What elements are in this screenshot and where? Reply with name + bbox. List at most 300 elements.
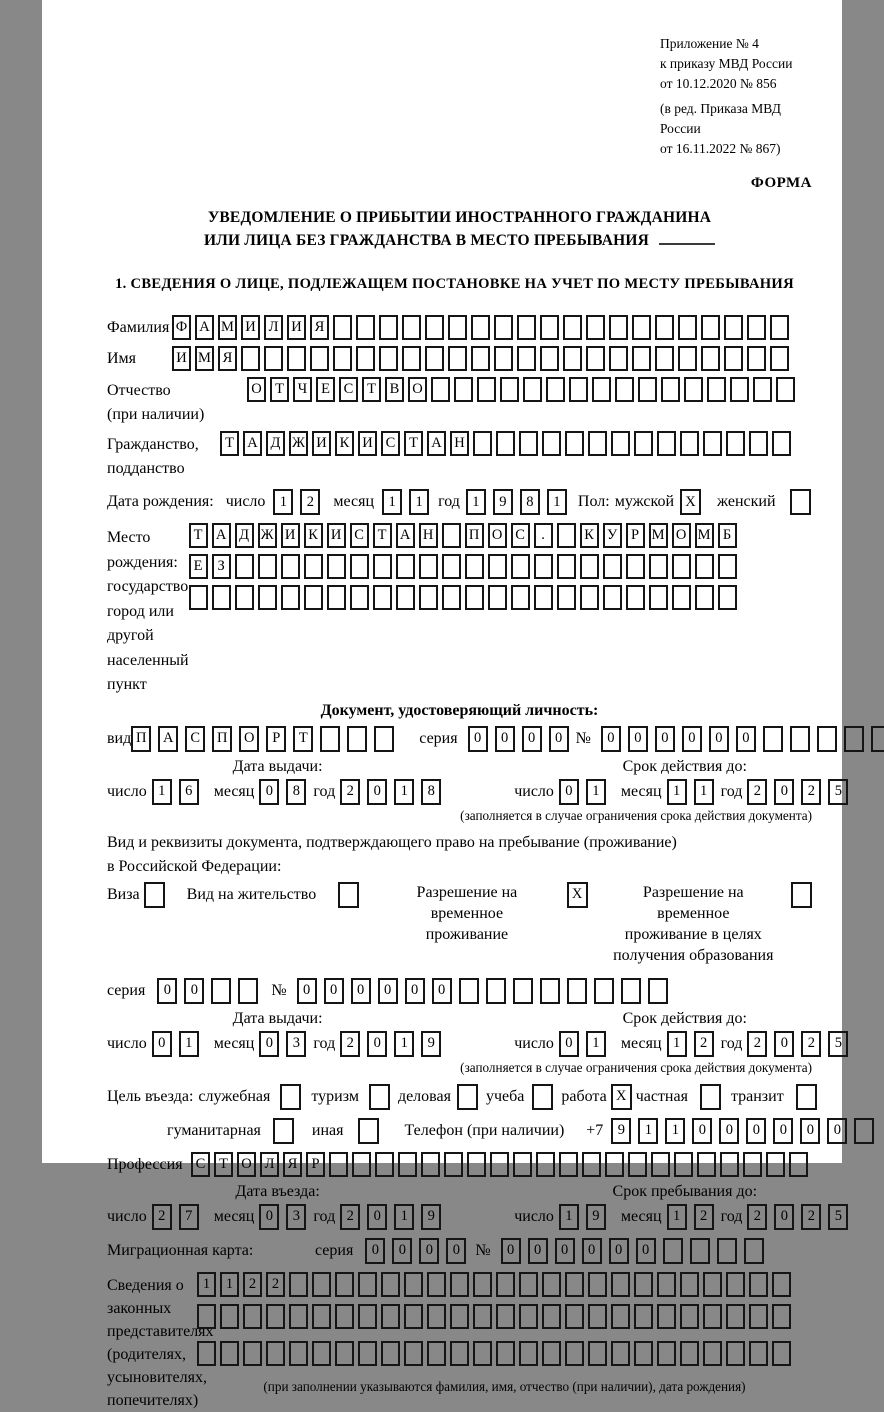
birth-place-cell[interactable]: Т bbox=[373, 523, 392, 548]
legal-cell[interactable] bbox=[381, 1341, 400, 1366]
permit-number-cell[interactable] bbox=[594, 978, 614, 1004]
legal-cell[interactable] bbox=[611, 1304, 630, 1329]
profession-cell[interactable] bbox=[628, 1152, 647, 1177]
legal-cell[interactable] bbox=[358, 1341, 377, 1366]
visa-checkbox-cell[interactable] bbox=[144, 882, 165, 908]
legal-cell[interactable]: 2 bbox=[243, 1272, 262, 1297]
firstname-cell[interactable] bbox=[563, 346, 582, 371]
birth-place-cell[interactable]: П bbox=[465, 523, 484, 548]
birth-place-cell[interactable]: О bbox=[488, 523, 507, 548]
birth-place-cell[interactable]: Р bbox=[626, 523, 645, 548]
permit-issue-day-cell[interactable]: 1 bbox=[179, 1031, 199, 1057]
legal-cell[interactable] bbox=[565, 1341, 584, 1366]
birth-place-cell[interactable] bbox=[327, 554, 346, 579]
legal-cell[interactable] bbox=[519, 1304, 538, 1329]
profession-cell[interactable] bbox=[536, 1152, 555, 1177]
citizenship-cell[interactable]: Т bbox=[220, 431, 239, 456]
legal-cell[interactable] bbox=[726, 1304, 745, 1329]
migration-number-cell[interactable] bbox=[717, 1238, 737, 1264]
birth-place-cell[interactable]: С bbox=[511, 523, 530, 548]
phone-digit-cell[interactable]: 0 bbox=[719, 1118, 739, 1144]
expiry-year-cell[interactable]: 0 bbox=[774, 779, 794, 805]
legal-cell[interactable] bbox=[427, 1304, 446, 1329]
patronymic-cell[interactable]: О bbox=[247, 377, 266, 402]
doc-series-cell[interactable]: 0 bbox=[468, 726, 488, 752]
birth-place-cell[interactable]: М bbox=[695, 523, 714, 548]
citizenship-cell[interactable]: Ж bbox=[289, 431, 308, 456]
migration-series-cell[interactable]: 0 bbox=[365, 1238, 385, 1264]
permit-number-cell[interactable]: 0 bbox=[324, 978, 344, 1004]
surname-cell[interactable] bbox=[356, 315, 375, 340]
birth-place-cell[interactable]: З bbox=[212, 554, 231, 579]
profession-cell[interactable] bbox=[398, 1152, 417, 1177]
patronymic-cell[interactable]: Е bbox=[316, 377, 335, 402]
birth-year-cell[interactable]: 9 bbox=[493, 489, 513, 515]
doc-number-cell[interactable] bbox=[844, 726, 864, 752]
migration-number-cell[interactable] bbox=[744, 1238, 764, 1264]
profession-cell[interactable] bbox=[789, 1152, 808, 1177]
legal-cell[interactable] bbox=[542, 1341, 561, 1366]
doc-number-cell[interactable]: 0 bbox=[709, 726, 729, 752]
doc-type-cell[interactable]: Р bbox=[266, 726, 286, 752]
stay-year-cell[interactable]: 2 bbox=[801, 1204, 821, 1230]
legal-cell[interactable] bbox=[266, 1341, 285, 1366]
expiry-month-cell[interactable]: 1 bbox=[667, 779, 687, 805]
legal-cell[interactable] bbox=[450, 1304, 469, 1329]
legal-cell[interactable] bbox=[772, 1304, 791, 1329]
birth-place-cell[interactable] bbox=[396, 554, 415, 579]
birth-place-cell[interactable] bbox=[695, 585, 714, 610]
permit-series-cell[interactable] bbox=[238, 978, 258, 1004]
birth-place-cell[interactable] bbox=[672, 554, 691, 579]
birth-place-cell[interactable] bbox=[580, 554, 599, 579]
entry-day-cell[interactable]: 2 bbox=[152, 1204, 172, 1230]
legal-cell[interactable] bbox=[473, 1341, 492, 1366]
legal-cell[interactable] bbox=[289, 1341, 308, 1366]
birth-year-cell[interactable]: 8 bbox=[520, 489, 540, 515]
migration-number-cell[interactable] bbox=[663, 1238, 683, 1264]
legal-cell[interactable] bbox=[335, 1304, 354, 1329]
surname-cell[interactable] bbox=[609, 315, 628, 340]
birth-place-cell[interactable] bbox=[649, 554, 668, 579]
doc-type-cell[interactable]: П bbox=[212, 726, 232, 752]
permit-number-cell[interactable]: 0 bbox=[351, 978, 371, 1004]
legal-cell[interactable] bbox=[197, 1304, 216, 1329]
doc-type-cell[interactable]: С bbox=[185, 726, 205, 752]
citizenship-cell[interactable] bbox=[473, 431, 492, 456]
stay-year-cell[interactable]: 2 bbox=[747, 1204, 767, 1230]
birth-place-cell[interactable] bbox=[189, 585, 208, 610]
profession-cell[interactable] bbox=[582, 1152, 601, 1177]
birth-place-cell[interactable]: А bbox=[212, 523, 231, 548]
patronymic-cell[interactable] bbox=[569, 377, 588, 402]
firstname-cell[interactable] bbox=[494, 346, 513, 371]
birth-place-cell[interactable] bbox=[534, 554, 553, 579]
patronymic-cell[interactable] bbox=[592, 377, 611, 402]
issue-month-cell[interactable]: 0 bbox=[259, 779, 279, 805]
birth-place-cell[interactable]: А bbox=[396, 523, 415, 548]
firstname-cell[interactable] bbox=[379, 346, 398, 371]
legal-cell[interactable] bbox=[611, 1341, 630, 1366]
citizenship-cell[interactable]: А bbox=[243, 431, 262, 456]
migration-number-cell[interactable]: 0 bbox=[528, 1238, 548, 1264]
profession-cell[interactable] bbox=[513, 1152, 532, 1177]
doc-type-cell[interactable] bbox=[374, 726, 394, 752]
surname-cell[interactable] bbox=[701, 315, 720, 340]
birth-place-cell[interactable] bbox=[281, 554, 300, 579]
birth-place-cell[interactable] bbox=[442, 554, 461, 579]
surname-cell[interactable]: Я bbox=[310, 315, 329, 340]
legal-cell[interactable] bbox=[473, 1272, 492, 1297]
doc-series-cell[interactable]: 0 bbox=[522, 726, 542, 752]
permit-expiry-year-cell[interactable]: 5 bbox=[828, 1031, 848, 1057]
patronymic-cell[interactable]: С bbox=[339, 377, 358, 402]
birth-place-cell[interactable] bbox=[465, 554, 484, 579]
doc-type-cell[interactable]: П bbox=[131, 726, 151, 752]
permit-series-cell[interactable]: 0 bbox=[157, 978, 177, 1004]
birth-place-cell[interactable] bbox=[511, 585, 530, 610]
purpose-private-checkbox-cell[interactable] bbox=[700, 1084, 721, 1110]
doc-series-cell[interactable]: 0 bbox=[495, 726, 515, 752]
migration-number-cell[interactable]: 0 bbox=[501, 1238, 521, 1264]
entry-day-cell[interactable]: 7 bbox=[179, 1204, 199, 1230]
firstname-cell[interactable] bbox=[287, 346, 306, 371]
permit-expiry-year-cell[interactable]: 2 bbox=[801, 1031, 821, 1057]
birth-place-cell[interactable] bbox=[557, 585, 576, 610]
profession-cell[interactable] bbox=[490, 1152, 509, 1177]
surname-cell[interactable] bbox=[770, 315, 789, 340]
patronymic-cell[interactable]: В bbox=[385, 377, 404, 402]
birth-year-cell[interactable]: 1 bbox=[547, 489, 567, 515]
issue-year-cell[interactable]: 2 bbox=[340, 779, 360, 805]
patronymic-cell[interactable] bbox=[753, 377, 772, 402]
patronymic-cell[interactable] bbox=[431, 377, 450, 402]
legal-cell[interactable] bbox=[703, 1341, 722, 1366]
firstname-cell[interactable] bbox=[540, 346, 559, 371]
citizenship-cell[interactable] bbox=[565, 431, 584, 456]
firstname-cell[interactable] bbox=[471, 346, 490, 371]
migration-number-cell[interactable]: 0 bbox=[582, 1238, 602, 1264]
profession-cell[interactable] bbox=[743, 1152, 762, 1177]
legal-cell[interactable] bbox=[703, 1272, 722, 1297]
surname-cell[interactable]: Л bbox=[264, 315, 283, 340]
legal-cell[interactable] bbox=[749, 1304, 768, 1329]
legal-cell[interactable] bbox=[381, 1304, 400, 1329]
firstname-cell[interactable] bbox=[517, 346, 536, 371]
birth-place-cell[interactable] bbox=[488, 554, 507, 579]
firstname-cell[interactable] bbox=[586, 346, 605, 371]
permit-number-cell[interactable] bbox=[486, 978, 506, 1004]
surname-cell[interactable] bbox=[402, 315, 421, 340]
doc-number-cell[interactable] bbox=[817, 726, 837, 752]
legal-cell[interactable] bbox=[726, 1272, 745, 1297]
legal-cell[interactable] bbox=[588, 1304, 607, 1329]
surname-cell[interactable]: Ф bbox=[172, 315, 191, 340]
profession-cell[interactable] bbox=[559, 1152, 578, 1177]
legal-cell[interactable] bbox=[496, 1304, 515, 1329]
citizenship-cell[interactable] bbox=[496, 431, 515, 456]
legal-cell[interactable] bbox=[772, 1341, 791, 1366]
surname-cell[interactable] bbox=[632, 315, 651, 340]
permit-number-cell[interactable]: 0 bbox=[297, 978, 317, 1004]
doc-type-cell[interactable]: А bbox=[158, 726, 178, 752]
purpose-other-checkbox-cell[interactable] bbox=[358, 1118, 379, 1144]
birth-year-cell[interactable]: 1 bbox=[466, 489, 486, 515]
legal-cell[interactable] bbox=[749, 1272, 768, 1297]
firstname-cell[interactable]: И bbox=[172, 346, 191, 371]
profession-cell[interactable]: Л bbox=[260, 1152, 279, 1177]
purpose-humanitarian-checkbox-cell[interactable] bbox=[273, 1118, 294, 1144]
profession-cell[interactable]: Р bbox=[306, 1152, 325, 1177]
permit-number-cell[interactable] bbox=[540, 978, 560, 1004]
citizenship-cell[interactable] bbox=[542, 431, 561, 456]
citizenship-cell[interactable] bbox=[703, 431, 722, 456]
birth-place-cell[interactable] bbox=[281, 585, 300, 610]
entry-month-cell[interactable]: 3 bbox=[286, 1204, 306, 1230]
surname-cell[interactable]: А bbox=[195, 315, 214, 340]
purpose-transit-checkbox-cell[interactable] bbox=[796, 1084, 817, 1110]
birth-place-cell[interactable] bbox=[603, 554, 622, 579]
birth-place-cell[interactable]: . bbox=[534, 523, 553, 548]
edu-permit-checkbox-cell[interactable] bbox=[791, 882, 812, 908]
birth-place-cell[interactable] bbox=[304, 585, 323, 610]
male-checkbox-cell[interactable]: X bbox=[680, 489, 701, 515]
legal-cell[interactable] bbox=[381, 1272, 400, 1297]
legal-cell[interactable] bbox=[197, 1341, 216, 1366]
doc-number-cell[interactable]: 0 bbox=[682, 726, 702, 752]
firstname-cell[interactable] bbox=[609, 346, 628, 371]
birth-place-cell[interactable]: Т bbox=[189, 523, 208, 548]
birth-place-cell[interactable]: К bbox=[580, 523, 599, 548]
purpose-work-checkbox-cell[interactable]: X bbox=[611, 1084, 632, 1110]
profession-cell[interactable] bbox=[375, 1152, 394, 1177]
permit-expiry-day-cell[interactable]: 0 bbox=[559, 1031, 579, 1057]
legal-cell[interactable] bbox=[680, 1304, 699, 1329]
stay-month-cell[interactable]: 2 bbox=[694, 1204, 714, 1230]
surname-cell[interactable] bbox=[724, 315, 743, 340]
legal-cell[interactable] bbox=[335, 1272, 354, 1297]
legal-cell[interactable] bbox=[565, 1272, 584, 1297]
firstname-cell[interactable] bbox=[402, 346, 421, 371]
issue-day-cell[interactable]: 6 bbox=[179, 779, 199, 805]
legal-cell[interactable] bbox=[220, 1341, 239, 1366]
issue-year-cell[interactable]: 8 bbox=[421, 779, 441, 805]
birth-place-cell[interactable] bbox=[580, 585, 599, 610]
birth-day-cell[interactable]: 1 bbox=[273, 489, 293, 515]
doc-number-cell[interactable]: 0 bbox=[628, 726, 648, 752]
birth-place-cell[interactable]: Ж bbox=[258, 523, 277, 548]
birth-place-cell[interactable] bbox=[718, 585, 737, 610]
birth-place-cell[interactable] bbox=[718, 554, 737, 579]
legal-cell[interactable]: 1 bbox=[220, 1272, 239, 1297]
purpose-tourism-checkbox-cell[interactable] bbox=[369, 1084, 390, 1110]
entry-year-cell[interactable]: 9 bbox=[421, 1204, 441, 1230]
birth-place-cell[interactable] bbox=[373, 554, 392, 579]
birth-place-cell[interactable]: И bbox=[327, 523, 346, 548]
firstname-cell[interactable] bbox=[356, 346, 375, 371]
permit-issue-year-cell[interactable]: 1 bbox=[394, 1031, 414, 1057]
issue-day-cell[interactable]: 1 bbox=[152, 779, 172, 805]
firstname-cell[interactable] bbox=[241, 346, 260, 371]
doc-number-cell[interactable]: 0 bbox=[601, 726, 621, 752]
patronymic-cell[interactable] bbox=[776, 377, 795, 402]
temp-permit-checkbox-cell[interactable]: X bbox=[567, 882, 588, 908]
profession-cell[interactable] bbox=[674, 1152, 693, 1177]
profession-cell[interactable] bbox=[720, 1152, 739, 1177]
legal-cell[interactable] bbox=[358, 1272, 377, 1297]
legal-cell[interactable] bbox=[243, 1341, 262, 1366]
issue-month-cell[interactable]: 8 bbox=[286, 779, 306, 805]
surname-cell[interactable]: М bbox=[218, 315, 237, 340]
phone-digit-cell[interactable]: 0 bbox=[827, 1118, 847, 1144]
legal-cell[interactable] bbox=[680, 1341, 699, 1366]
birth-place-cell[interactable] bbox=[672, 585, 691, 610]
legal-cell[interactable] bbox=[565, 1304, 584, 1329]
surname-cell[interactable] bbox=[494, 315, 513, 340]
legal-cell[interactable] bbox=[312, 1304, 331, 1329]
stay-year-cell[interactable]: 0 bbox=[774, 1204, 794, 1230]
legal-cell[interactable] bbox=[335, 1341, 354, 1366]
birth-place-cell[interactable]: Е bbox=[189, 554, 208, 579]
expiry-year-cell[interactable]: 5 bbox=[828, 779, 848, 805]
birth-place-cell[interactable] bbox=[488, 585, 507, 610]
patronymic-cell[interactable] bbox=[707, 377, 726, 402]
citizenship-cell[interactable]: Д bbox=[266, 431, 285, 456]
legal-cell[interactable] bbox=[726, 1341, 745, 1366]
surname-cell[interactable] bbox=[586, 315, 605, 340]
firstname-cell[interactable] bbox=[264, 346, 283, 371]
birth-place-cell[interactable] bbox=[649, 585, 668, 610]
phone-digit-cell[interactable]: 9 bbox=[611, 1118, 631, 1144]
legal-cell[interactable] bbox=[772, 1272, 791, 1297]
birth-place-cell[interactable]: И bbox=[281, 523, 300, 548]
doc-type-cell[interactable]: Т bbox=[293, 726, 313, 752]
phone-digit-cell[interactable]: 1 bbox=[665, 1118, 685, 1144]
firstname-cell[interactable] bbox=[310, 346, 329, 371]
purpose-study-checkbox-cell[interactable] bbox=[532, 1084, 553, 1110]
legal-cell[interactable] bbox=[496, 1272, 515, 1297]
birth-place-cell[interactable] bbox=[350, 585, 369, 610]
citizenship-cell[interactable] bbox=[588, 431, 607, 456]
doc-type-cell[interactable] bbox=[320, 726, 340, 752]
birth-place-cell[interactable] bbox=[465, 585, 484, 610]
patronymic-cell[interactable] bbox=[500, 377, 519, 402]
surname-cell[interactable] bbox=[517, 315, 536, 340]
legal-cell[interactable] bbox=[542, 1272, 561, 1297]
firstname-cell[interactable] bbox=[770, 346, 789, 371]
entry-year-cell[interactable]: 0 bbox=[367, 1204, 387, 1230]
surname-cell[interactable] bbox=[333, 315, 352, 340]
firstname-cell[interactable] bbox=[333, 346, 352, 371]
citizenship-cell[interactable] bbox=[634, 431, 653, 456]
legal-cell[interactable] bbox=[312, 1341, 331, 1366]
permit-expiry-day-cell[interactable]: 1 bbox=[586, 1031, 606, 1057]
birth-place-cell[interactable] bbox=[419, 585, 438, 610]
migration-series-cell[interactable]: 0 bbox=[446, 1238, 466, 1264]
phone-digit-cell[interactable]: 0 bbox=[800, 1118, 820, 1144]
birth-place-cell[interactable] bbox=[419, 554, 438, 579]
patronymic-cell[interactable] bbox=[730, 377, 749, 402]
expiry-month-cell[interactable]: 1 bbox=[694, 779, 714, 805]
birth-place-cell[interactable]: Б bbox=[718, 523, 737, 548]
issue-year-cell[interactable]: 1 bbox=[394, 779, 414, 805]
phone-digit-cell[interactable]: 0 bbox=[773, 1118, 793, 1144]
profession-cell[interactable] bbox=[697, 1152, 716, 1177]
profession-cell[interactable]: О bbox=[237, 1152, 256, 1177]
entry-year-cell[interactable]: 1 bbox=[394, 1204, 414, 1230]
legal-cell[interactable] bbox=[358, 1304, 377, 1329]
surname-cell[interactable] bbox=[540, 315, 559, 340]
birth-month-cell[interactable]: 1 bbox=[382, 489, 402, 515]
expiry-year-cell[interactable]: 2 bbox=[747, 779, 767, 805]
patronymic-cell[interactable] bbox=[615, 377, 634, 402]
patronymic-cell[interactable] bbox=[477, 377, 496, 402]
stay-day-cell[interactable]: 1 bbox=[559, 1204, 579, 1230]
legal-cell[interactable] bbox=[312, 1272, 331, 1297]
profession-cell[interactable] bbox=[766, 1152, 785, 1177]
firstname-cell[interactable] bbox=[655, 346, 674, 371]
surname-cell[interactable] bbox=[379, 315, 398, 340]
citizenship-cell[interactable] bbox=[657, 431, 676, 456]
birth-day-cell[interactable]: 2 bbox=[300, 489, 320, 515]
birth-place-cell[interactable] bbox=[626, 554, 645, 579]
profession-cell[interactable] bbox=[467, 1152, 486, 1177]
citizenship-cell[interactable] bbox=[726, 431, 745, 456]
phone-digit-cell[interactable]: 0 bbox=[692, 1118, 712, 1144]
citizenship-cell[interactable]: С bbox=[381, 431, 400, 456]
citizenship-cell[interactable]: И bbox=[358, 431, 377, 456]
migration-number-cell[interactable]: 0 bbox=[609, 1238, 629, 1264]
patronymic-cell[interactable] bbox=[523, 377, 542, 402]
purpose-official-checkbox-cell[interactable] bbox=[280, 1084, 301, 1110]
patronymic-cell[interactable]: О bbox=[408, 377, 427, 402]
firstname-cell[interactable] bbox=[747, 346, 766, 371]
profession-cell[interactable]: Т bbox=[214, 1152, 233, 1177]
birth-place-cell[interactable] bbox=[511, 554, 530, 579]
permit-issue-year-cell[interactable]: 0 bbox=[367, 1031, 387, 1057]
permit-issue-month-cell[interactable]: 0 bbox=[259, 1031, 279, 1057]
profession-cell[interactable] bbox=[605, 1152, 624, 1177]
citizenship-cell[interactable]: А bbox=[427, 431, 446, 456]
citizenship-cell[interactable]: К bbox=[335, 431, 354, 456]
legal-cell[interactable] bbox=[657, 1341, 676, 1366]
citizenship-cell[interactable]: Т bbox=[404, 431, 423, 456]
legal-cell[interactable] bbox=[703, 1304, 722, 1329]
firstname-cell[interactable] bbox=[678, 346, 697, 371]
citizenship-cell[interactable] bbox=[749, 431, 768, 456]
surname-cell[interactable]: И bbox=[287, 315, 306, 340]
migration-series-cell[interactable]: 0 bbox=[419, 1238, 439, 1264]
female-checkbox-cell[interactable] bbox=[790, 489, 811, 515]
firstname-cell[interactable] bbox=[701, 346, 720, 371]
legal-cell[interactable] bbox=[220, 1304, 239, 1329]
surname-cell[interactable] bbox=[678, 315, 697, 340]
permit-issue-month-cell[interactable]: 3 bbox=[286, 1031, 306, 1057]
legal-cell[interactable] bbox=[542, 1304, 561, 1329]
permit-series-cell[interactable]: 0 bbox=[184, 978, 204, 1004]
doc-type-cell[interactable]: О bbox=[239, 726, 259, 752]
birth-place-cell[interactable]: С bbox=[350, 523, 369, 548]
patronymic-cell[interactable]: Ч bbox=[293, 377, 312, 402]
phone-digit-cell[interactable]: 0 bbox=[746, 1118, 766, 1144]
citizenship-cell[interactable] bbox=[772, 431, 791, 456]
legal-cell[interactable] bbox=[496, 1341, 515, 1366]
legal-cell[interactable] bbox=[450, 1272, 469, 1297]
profession-cell[interactable] bbox=[651, 1152, 670, 1177]
issue-year-cell[interactable]: 0 bbox=[367, 779, 387, 805]
legal-cell[interactable] bbox=[634, 1304, 653, 1329]
legal-cell[interactable]: 1 bbox=[197, 1272, 216, 1297]
